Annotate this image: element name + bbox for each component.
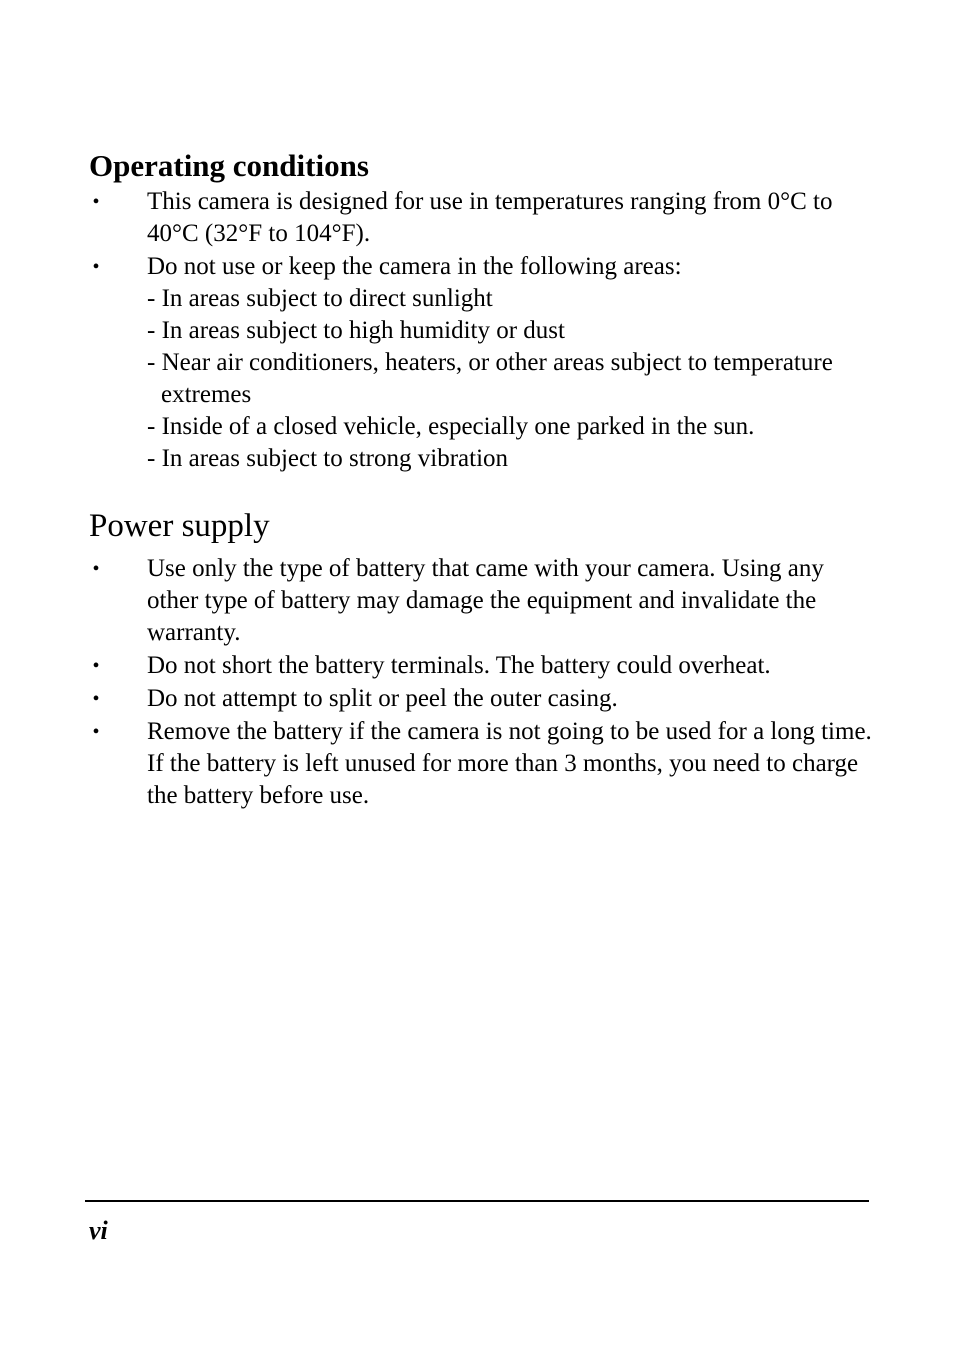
list-item	[89, 186, 879, 250]
list-item	[89, 553, 879, 649]
list-item-text: Do not short the battery terminals. The battery could overheat.	[147, 652, 771, 679]
bullet-icon: •	[92, 191, 100, 213]
power-supply-list	[89, 553, 879, 813]
sub-list-item: - Near air conditioners, heaters, or other areas subject to temperature extremes	[147, 349, 833, 408]
sub-list-item: - Inside of a closed vehicle, especially one parked in the sun.	[147, 413, 755, 440]
list-item	[89, 716, 879, 812]
bullet-icon: •	[92, 721, 100, 743]
sub-list-item: - In areas subject to strong vibration	[147, 445, 509, 472]
list-item-text: This camera is designed for use in temperatures ranging from 0°C to 40°C (32°F to 104°F).	[147, 188, 833, 247]
sub-list-item: - In areas subject to direct sunlight	[147, 285, 493, 312]
operating-conditions-heading: Operating conditions	[89, 148, 369, 183]
page-number: vi	[89, 1216, 108, 1245]
list-item-text: Do not use or keep the camera in the following areas:	[147, 253, 682, 280]
operating-conditions-list	[89, 186, 879, 476]
list-item-text: Use only the type of battery that came with your camera. Using any other type of battery may damage the equipment and invalidate the warranty.	[147, 555, 824, 646]
list-item	[89, 683, 879, 715]
bullet-icon: •	[92, 256, 100, 278]
bullet-icon: •	[92, 688, 100, 710]
list-item	[89, 251, 879, 475]
list-item	[89, 650, 879, 682]
list-item-text: Remove the battery if the camera is not going to be used for a long time. If the battery is left unused for more than 3 months, you need to charge the battery before use.	[147, 718, 872, 809]
bullet-icon: •	[92, 558, 100, 580]
areas-sub-list	[147, 283, 879, 475]
list-item-text: Do not attempt to split or peel the outer casing.	[147, 685, 618, 712]
footer-divider	[85, 1200, 869, 1202]
bullet-icon: •	[92, 655, 100, 677]
sub-list-item: - In areas subject to high humidity or dust	[147, 317, 565, 344]
power-supply-heading: Power supply	[89, 508, 270, 544]
